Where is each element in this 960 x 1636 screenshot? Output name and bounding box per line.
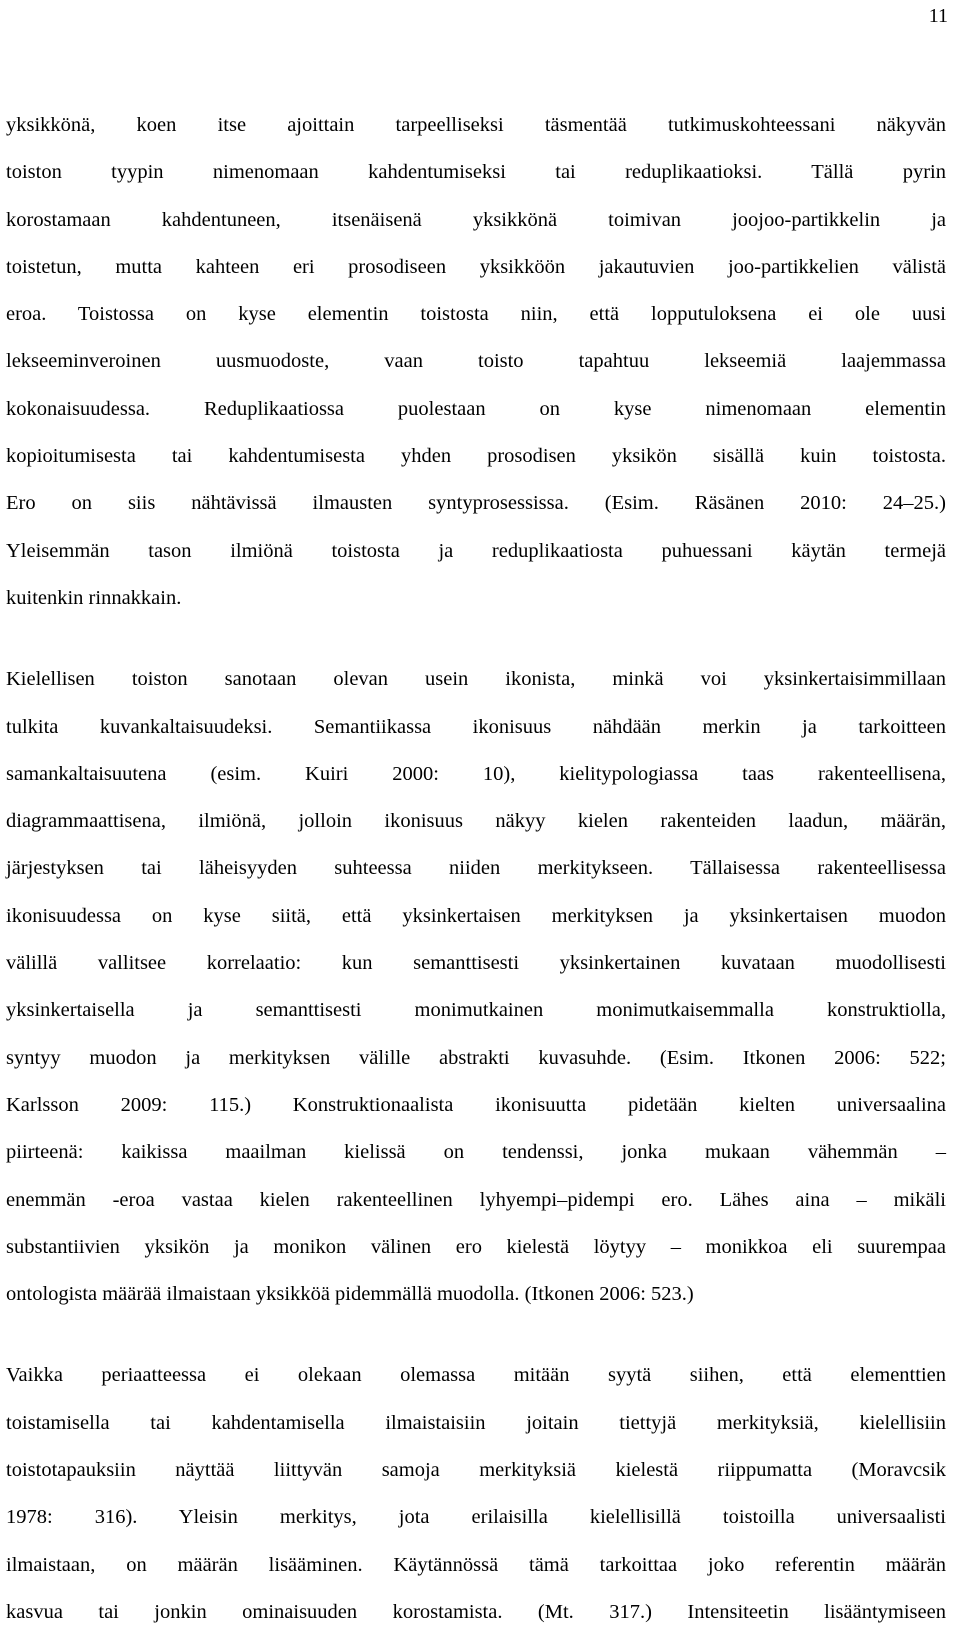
text-line: ikonisuudessa on kyse siitä, että yksinkertaisen merkityksen ja yksinkertaisen muodon — [6, 904, 946, 927]
paragraph-2 — [6, 656, 946, 1318]
text-line: välillä vallitsee korrelaatio: kun semanttisesti yksinkertainen kuvataan muodollisesti — [6, 952, 946, 975]
text-line: eroa. Toistossa on kyse elementin toistosta niin, että lopputuloksena ei ole uusi — [6, 303, 946, 326]
text-line: lekseeminveroinen uusmuodoste, vaan toisto tapahtuu lekseemiä laajemmassa — [6, 350, 946, 373]
text-line: yksikkönä, koen itse ajoittain tarpeelliseksi täsmentää tutkimuskohteessani näkyvän — [6, 114, 946, 136]
page-number: 11 — [928, 5, 948, 27]
text-line: Vaikka periaatteessa ei olekaan olemassa mitään syytä siihen, että elementtien — [6, 1364, 946, 1387]
text-line: Yleisemmän tason ilmiönä toistosta ja reduplikaatiosta puhuessani käytän termejä — [6, 539, 946, 562]
paragraph-spacer — [6, 1318, 946, 1352]
text-line: kokonaisuudessa. Reduplikaatiossa puolestaan on kyse nimenomaan elementin — [6, 397, 946, 420]
text-line: korostamaan kahdentuneen, itsenäisenä yksikkönä toimivan joojoo-partikkelin ja — [6, 208, 946, 231]
text-line: 1978: 316). Yleisin merkitys, jota erilaisilla kielellisillä toistoilla universaalisti — [6, 1506, 946, 1529]
text-line: substantiivien yksikön ja monikon välinen ero kielestä löytyy – monikkoa eli suurempaa — [6, 1235, 946, 1258]
text-line: toistamisella tai kahdentamisella ilmaistaisiin joitain tiettyjä merkityksiä, kielellisiin — [6, 1411, 946, 1434]
text-line: Ero on siis nähtävissä ilmausten syntyprosessissa. (Esim. Räsänen 2010: 24–25.) — [6, 492, 946, 515]
text-line: kasvua tai jonkin ominaisuuden korostamista. (Mt. 317.) Intensiteetin lisääntymiseen — [6, 1600, 946, 1623]
text-line: piirteenä: kaikissa maailman kielissä on tendenssi, jonka mukaan vähemmän – — [6, 1141, 946, 1164]
text-line: toistotapauksiin näyttää liittyvän samoja merkityksiä kielestä riippumatta (Moravcsik — [6, 1459, 946, 1482]
text-line: diagrammaattisena, ilmiönä, jolloin ikonisuus näkyy kielen rakenteiden laadun, määrän, — [6, 810, 946, 833]
text-line: syntyy muodon ja merkityksen välille abstrakti kuvasuhde. (Esim. Itkonen 2006: 522; — [6, 1046, 946, 1069]
text-line: yksinkertaisella ja semanttisesti monimutkainen monimutkaisemmalla konstruktiolla, — [6, 999, 946, 1022]
text-line: samankaltaisuutena (esim. Kuiri 2000: 10), kielitypologiassa taas rakenteellisena, — [6, 762, 946, 785]
text-line: tulkita kuvankaltaisuudeksi. Semantiikassa ikonisuus nähdään merkin ja tarkoitteen — [6, 715, 946, 738]
text-line: kopioitumisesta tai kahdentumisesta yhden prosodisen yksikön sisällä kuin toistosta. — [6, 445, 946, 468]
document-body — [6, 102, 946, 1636]
text-line: enemmän -eroa vastaa kielen rakenteellinen lyhyempi–pidempi ero. Lähes aina – mikäli — [6, 1188, 946, 1211]
text-line: Kielellisen toiston sanotaan olevan usein ikonista, minkä voi yksinkertaisimmillaan — [6, 668, 946, 691]
text-line: ontologista määrää ilmaistaan yksikköä pidemmällä muodolla. (Itkonen 2006: 523.) — [6, 1283, 694, 1306]
paragraph-spacer — [6, 622, 946, 656]
text-line: Karlsson 2009: 115.) Konstruktionaalista ikonisuutta pidetään kielten universaalina — [6, 1093, 946, 1116]
paragraph-1 — [6, 102, 946, 622]
text-line: ilmaistaan, on määrän lisääminen. Käytännössä tämä tarkoittaa joko referentin määrän — [6, 1553, 946, 1576]
text-line: toiston tyypin nimenomaan kahdentumiseksi tai reduplikaatioksi. Tällä pyrin — [6, 161, 946, 184]
text-line: järjestyksen tai läheisyyden suhteessa niiden merkitykseen. Tällaisessa rakenteellisessa — [6, 857, 946, 880]
text-line: toistetun, mutta kahteen eri prosodiseen yksikköön jakautuvien joo-partikkelien välistä — [6, 255, 946, 278]
text-line: kuitenkin rinnakkain. — [6, 586, 182, 609]
paragraph-3 — [6, 1352, 946, 1636]
